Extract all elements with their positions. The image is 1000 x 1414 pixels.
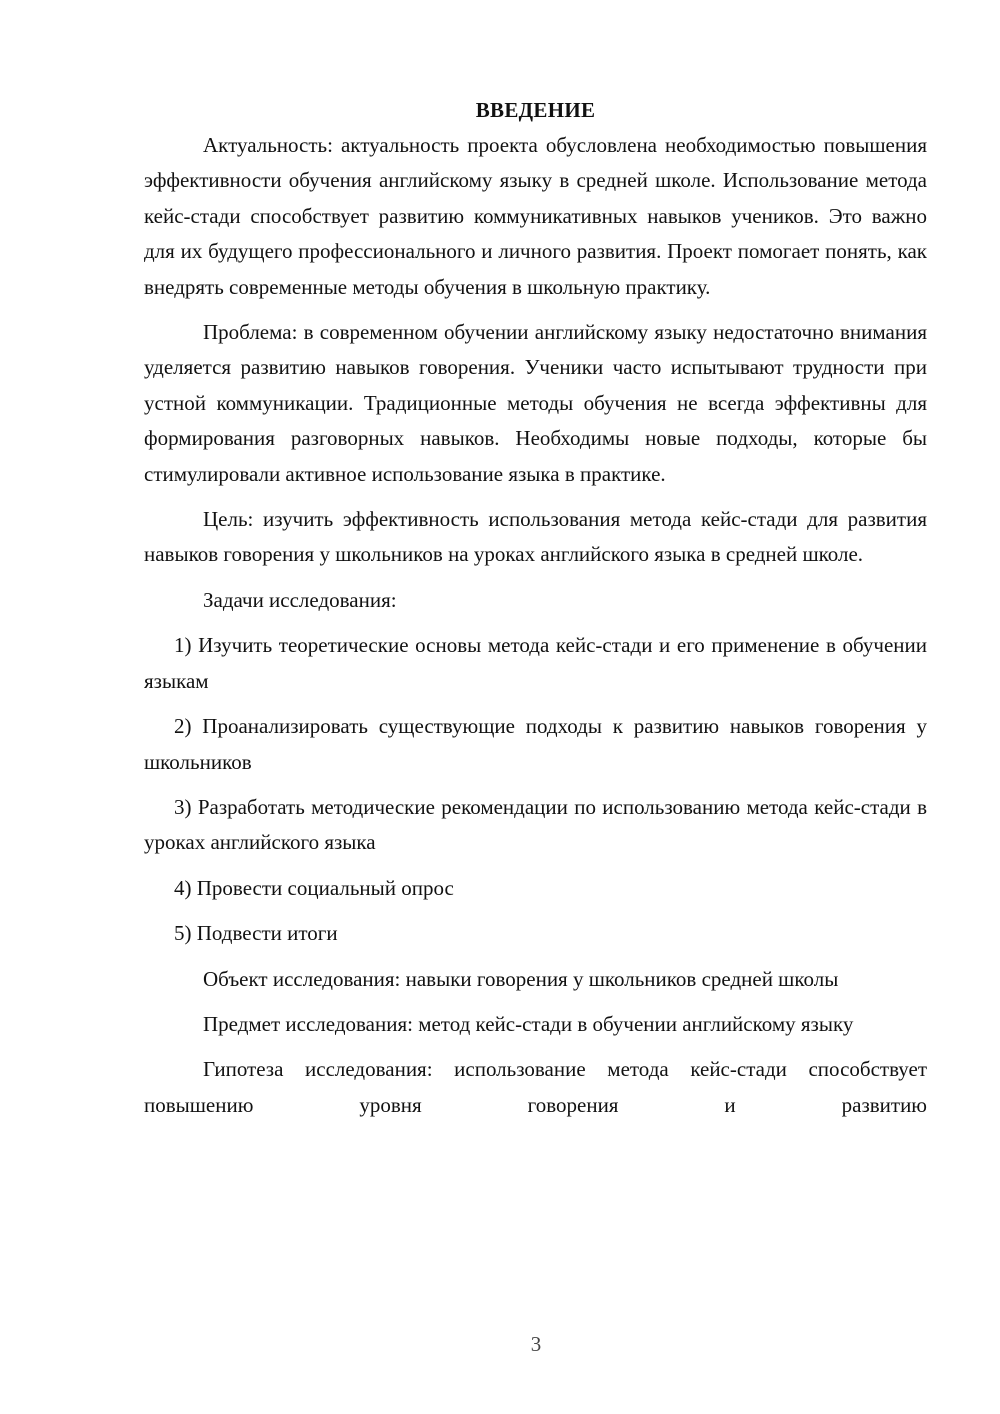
task-item-4: 4) Провести социальный опрос [174, 875, 454, 900]
task-item-5: 5) Подвести итоги [174, 921, 338, 946]
task-item-3: 3) Разработать методические рекомендации по использованию метода кейс-стади в уроках английского языка [144, 794, 927, 855]
page-number: 3 [530, 1332, 542, 1356]
object-paragraph: Объект исследования: навыки говорения у школьников средней школы [203, 966, 839, 991]
page-content [144, 92, 927, 1133]
task-item-1: 1) Изучить теоретические основы метода кейс-стади и его применение в обучении языкам [144, 633, 927, 693]
goal-paragraph: Цель: изучить эффективность использования метода кейс-стади для развития навыков говорения у школьников на уроках английского языка в средней школе. [144, 507, 927, 567]
task-item-2: 2) Проанализировать существующие подходы к развитию навыков говорения у школьников [144, 714, 927, 774]
relevance-paragraph: Актуальность: актуальность проекта обусловлена необходимостью повышения эффективности обучения английскому языку в средней школе. Использование метода кейс-стади способствует развитию коммуникативных навыков учеников. Это важно для их будущего профессионального и личного развития. Проект помогает понять, как внедрять современные методы обучения в школьную практику. [144, 133, 927, 299]
subject-paragraph: Предмет исследования: метод кейс-стади в обучении английскому языку [203, 1011, 854, 1036]
hypothesis-paragraph: Гипотеза исследования: использование метода кейс-стади способствует повышению уровня говорения и развитию [144, 1057, 927, 1117]
section-heading: ВВЕДЕНИЕ [475, 98, 596, 122]
problem-paragraph: Проблема: в современном обучении английскому языку недостаточно внимания уделяется развитию навыков говорения. Ученики часто испытывают трудности при устной коммуникации. Традиционные методы обучения не всегда эффективны для формирования разговорных навыков. Необходимы новые подходы, которые бы стимулировали активное использование языка в практике. [144, 320, 927, 486]
tasks-title: Задачи исследования: [203, 587, 397, 612]
